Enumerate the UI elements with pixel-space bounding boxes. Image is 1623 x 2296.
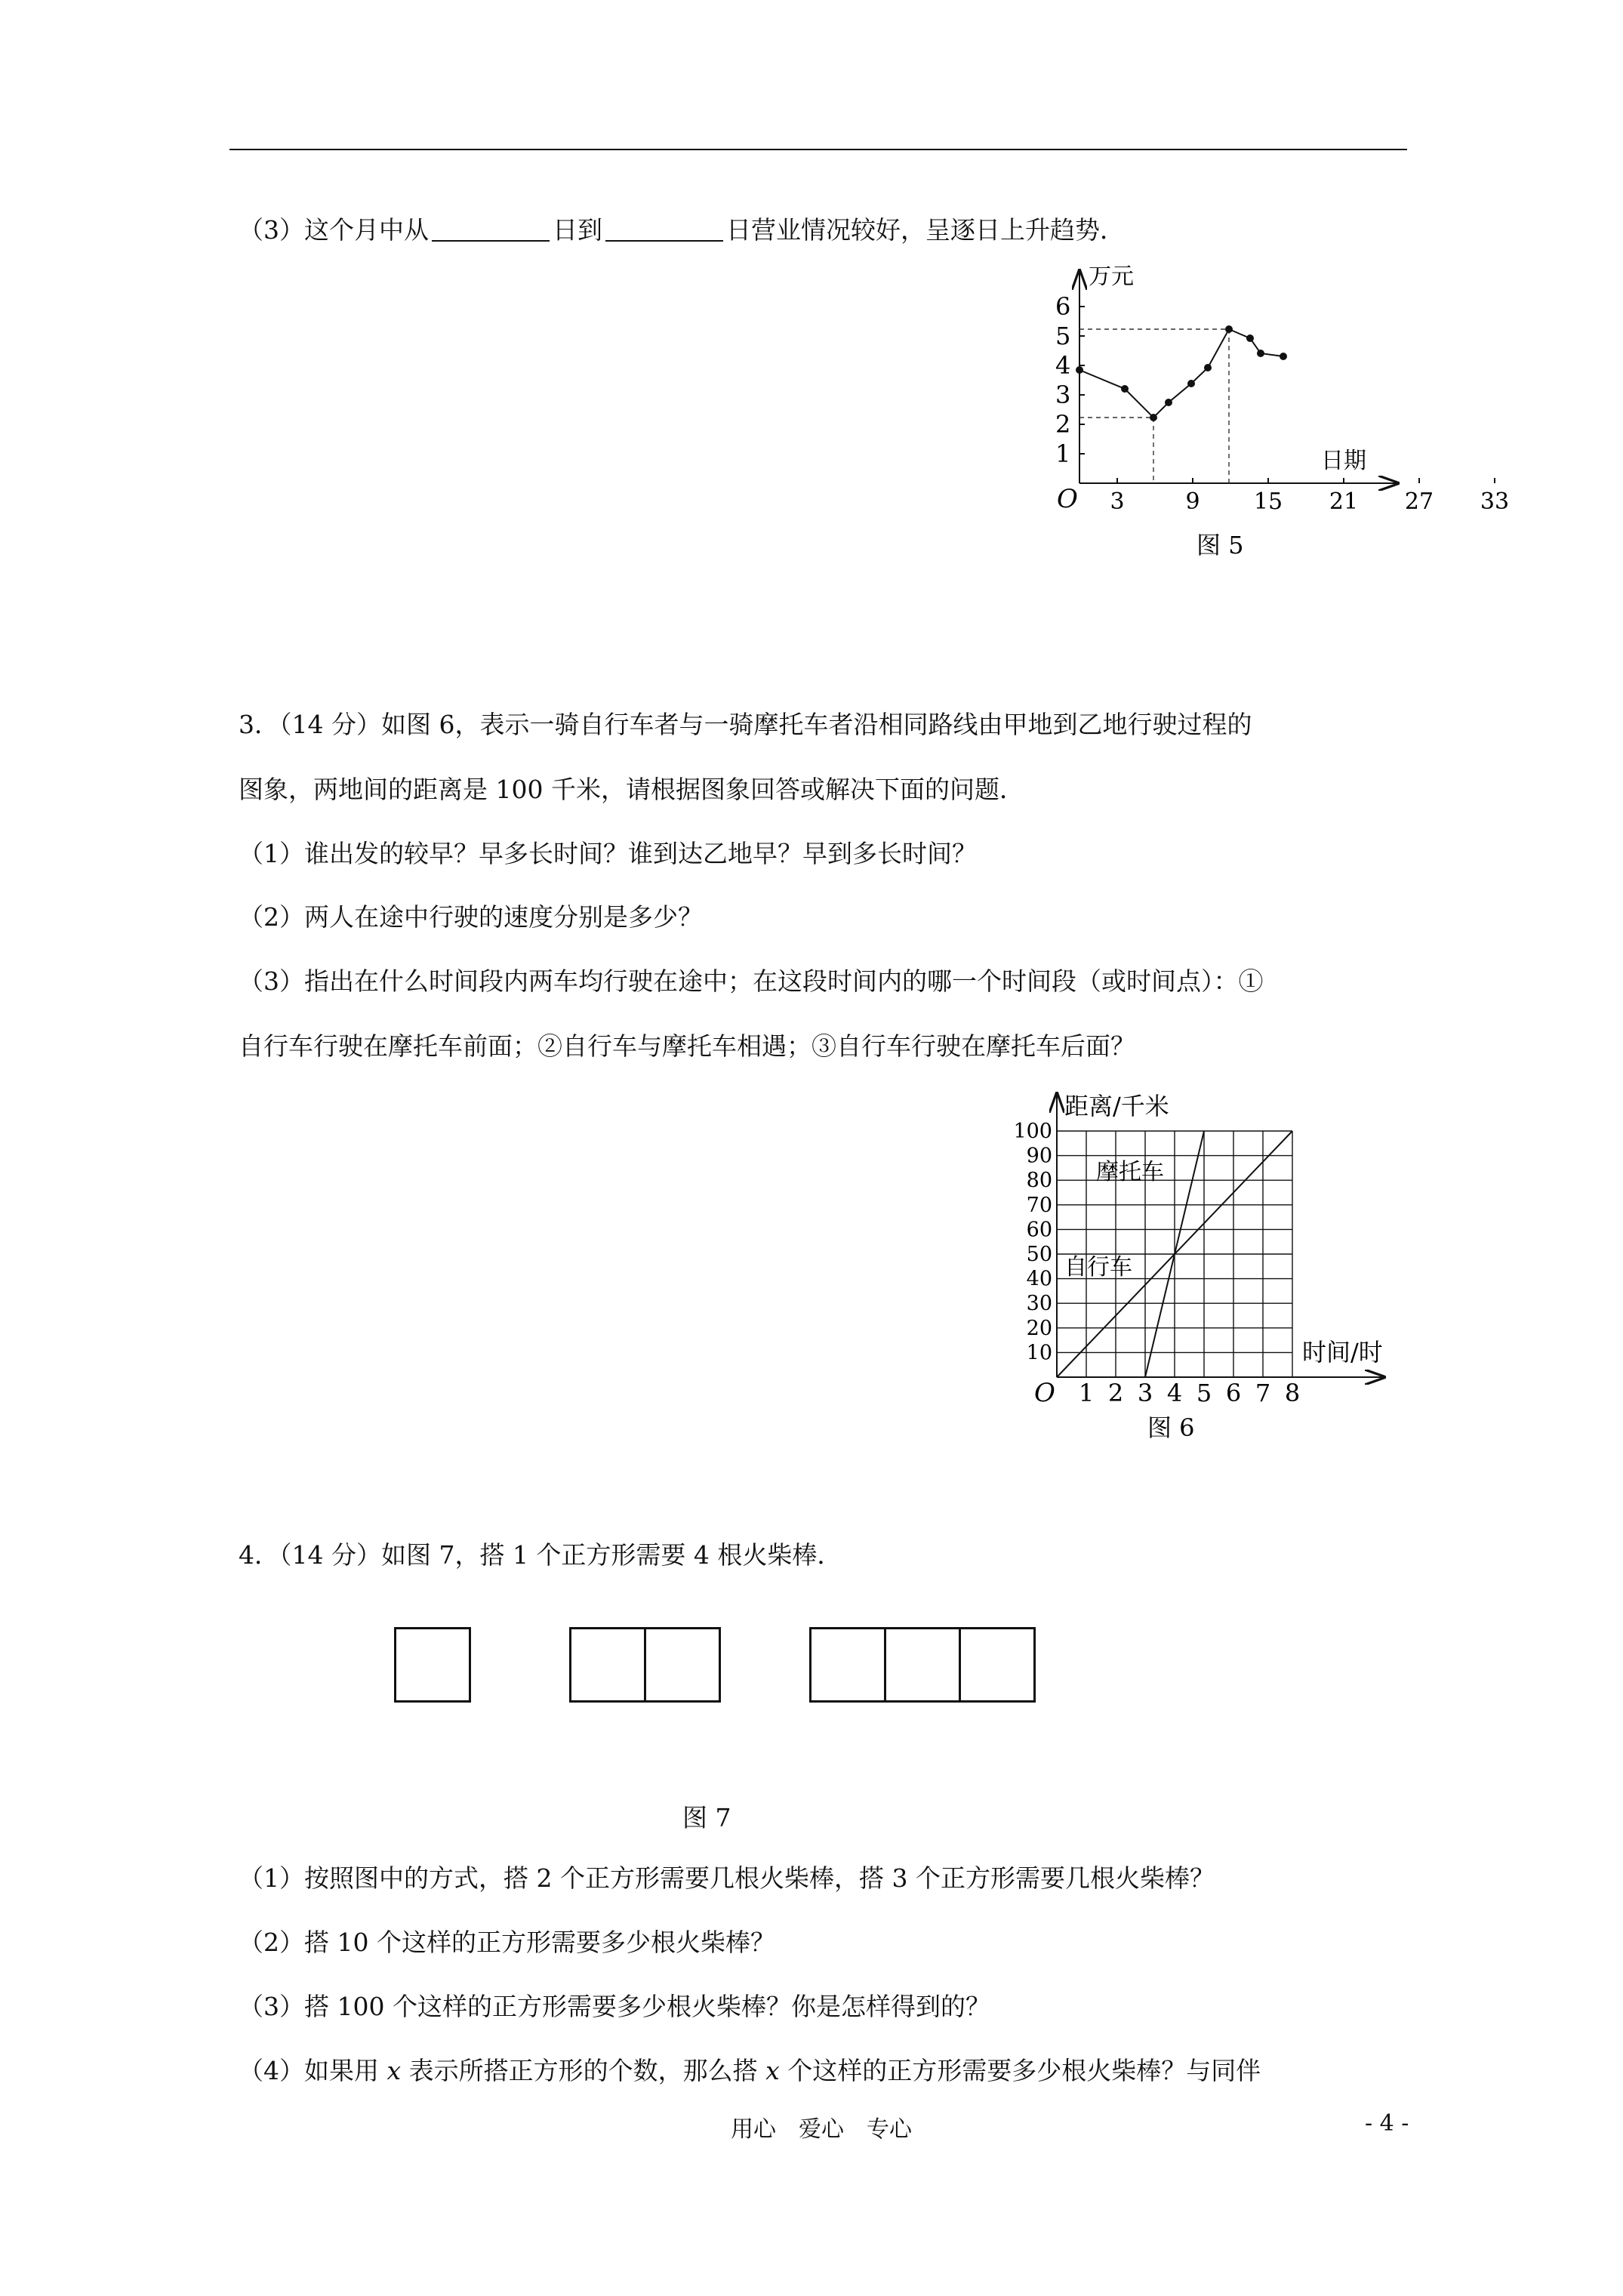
- fig5-ytick-label: 5: [1055, 322, 1071, 350]
- q4-part2: （2）搭 10 个这样的正方形需要多少根火柴棒？: [239, 1928, 775, 1957]
- fig6-xtick-label: 6: [1225, 1379, 1242, 1407]
- fig7-square: [884, 1627, 961, 1703]
- fig5-xtick-label: 3: [1110, 488, 1125, 515]
- q3-part3b: 自行车行驶在摩托车前面；②自行车与摩托车相遇；③自行车行驶在摩托车后面？: [239, 1031, 1135, 1061]
- fig5-ytick-label: 6: [1055, 292, 1071, 321]
- fig5-point: [1121, 385, 1129, 393]
- fig7-square: [394, 1627, 471, 1703]
- fig5-ytick-label: 1: [1055, 439, 1071, 468]
- q4-line1: 4．（14 分）如图 7，搭 1 个正方形需要 4 根火柴棒．: [239, 1540, 842, 1570]
- fig5-point: [1204, 364, 1212, 371]
- fig6-ytick-label: 70: [1026, 1193, 1052, 1217]
- fig7-square: [959, 1627, 1036, 1703]
- q4-part4-x2: x: [765, 2056, 780, 2085]
- fig5-ytick-label: 2: [1055, 410, 1071, 439]
- fig5-series-line: [1079, 329, 1283, 418]
- q3-line1: 3．（14 分）如图 6，表示一骑自行车者与一骑摩托车者沿相同路线由甲地到乙地行驶过程的: [239, 710, 1252, 739]
- fig6-xlabel: 时间/时: [1302, 1338, 1383, 1367]
- fig6-xtick-label: 8: [1284, 1379, 1301, 1407]
- fig5-point: [1280, 353, 1287, 360]
- q4-part4-a: （4）如果用: [239, 2056, 387, 2085]
- fig5-xtick-label: 9: [1185, 488, 1200, 515]
- q4-part3: （3）搭 100 个这样的正方形需要多少根火柴棒？你是怎样得到的？: [239, 1992, 990, 2021]
- fig6-ytick-label: 50: [1026, 1243, 1052, 1266]
- figure-5: [1049, 257, 1510, 559]
- fig5-point: [1187, 380, 1195, 387]
- q4-part4-b: 表示所搭正方形的个数，那么搭: [401, 2056, 766, 2085]
- fig6-ytick-label: 40: [1026, 1267, 1052, 1291]
- q3-line2: 图象，两地间的距离是 100 千米，请根据图象回答或解决下面的问题．: [239, 775, 1024, 804]
- fig6-label-motorcycle: 摩托车: [1096, 1159, 1164, 1185]
- fig6-xtick-label: 5: [1196, 1379, 1212, 1407]
- fig5-xtick-label: 33: [1480, 488, 1510, 515]
- fig5-point: [1257, 350, 1264, 357]
- q2-part3-prefix: （3）这个月中从: [239, 215, 429, 245]
- fig5-point: [1165, 399, 1172, 406]
- fig5-points: [1076, 325, 1287, 421]
- fig6-origin: O: [1034, 1378, 1055, 1408]
- fig6-ytick-label: 60: [1026, 1218, 1052, 1242]
- figure-6: [1004, 1087, 1404, 1450]
- fig5-ylabel: 万元: [1089, 264, 1134, 290]
- fig6-xtick-label: 2: [1107, 1379, 1124, 1407]
- q2-part3-suffix: 日营业情况较好，呈逐日上升趋势．: [726, 215, 1125, 245]
- fig5-xtick-label: 21: [1329, 488, 1359, 515]
- fig6-label-bicycle: 自行车: [1064, 1254, 1132, 1281]
- fig6-xtick-label: 1: [1078, 1379, 1095, 1407]
- fig5-ytick-label: 3: [1055, 381, 1071, 409]
- fig5-ytick-label: 4: [1055, 351, 1071, 380]
- footer-center: 用心 爱心 专心: [731, 2116, 912, 2143]
- q3-part2: （2）两人在途中行驶的速度分别是多少？: [239, 902, 703, 932]
- fig6-xtick-label: 4: [1166, 1379, 1183, 1407]
- fig5-xlabel: 日期: [1321, 448, 1366, 474]
- q4-part4-x1: x: [387, 2056, 402, 2085]
- fig6-ytick-label: 100: [1013, 1120, 1052, 1143]
- fig5-origin: O: [1057, 484, 1078, 514]
- footer-page-number: - 4 -: [1365, 2110, 1409, 2137]
- q4-part4-c: 个这样的正方形需要多少根火柴棒？与同伴: [779, 2056, 1261, 2085]
- answer-blank-1[interactable]: [432, 217, 550, 242]
- fig7-square: [569, 1627, 646, 1703]
- fig6-ytick-label: 10: [1026, 1341, 1052, 1365]
- q2-part3-middle: 日到: [553, 215, 602, 245]
- fig7-square: [644, 1627, 721, 1703]
- fig5-xtick-label: 27: [1404, 488, 1434, 515]
- fig6-ytick-label: 20: [1026, 1316, 1052, 1340]
- fig6-ytick-label: 30: [1026, 1292, 1052, 1316]
- fig6-caption: 图 6: [1147, 1413, 1195, 1442]
- fig7-square: [809, 1627, 886, 1703]
- fig6-ylabel: 距离/千米: [1064, 1092, 1169, 1120]
- answer-blank-2[interactable]: [605, 217, 723, 242]
- q4-part4: [239, 2056, 1261, 2086]
- q3-part1: （1）谁出发的较早？早多长时间？谁到达乙地早？早到多长时间？: [239, 839, 977, 868]
- fig5-point: [1225, 325, 1233, 333]
- fig5-point: [1076, 366, 1083, 374]
- fig7-caption: 图 7: [682, 1803, 731, 1832]
- fig5-xtick-label: 15: [1253, 488, 1283, 515]
- fig5-point: [1150, 414, 1157, 421]
- q4-part1: （1）按照图中的方式，搭 2 个正方形需要几根火柴棒，搭 3 个正方形需要几根火柴棒？: [239, 1863, 1215, 1893]
- header-rule: [229, 149, 1407, 150]
- fig6-xtick-label: 7: [1255, 1379, 1271, 1407]
- fig6-ytick-label: 90: [1026, 1144, 1052, 1168]
- fig5-point: [1246, 334, 1254, 342]
- fig6-xtick-label: 3: [1137, 1379, 1153, 1407]
- q2-part3-line: [239, 215, 1125, 245]
- fig6-ytick-label: 80: [1026, 1169, 1052, 1193]
- fig5-caption: 图 5: [1196, 531, 1244, 559]
- q3-part3a: （3）指出在什么时间段内两车均行驶在途中；在这段时间内的哪一个时间段（或时间点）：①: [239, 966, 1264, 996]
